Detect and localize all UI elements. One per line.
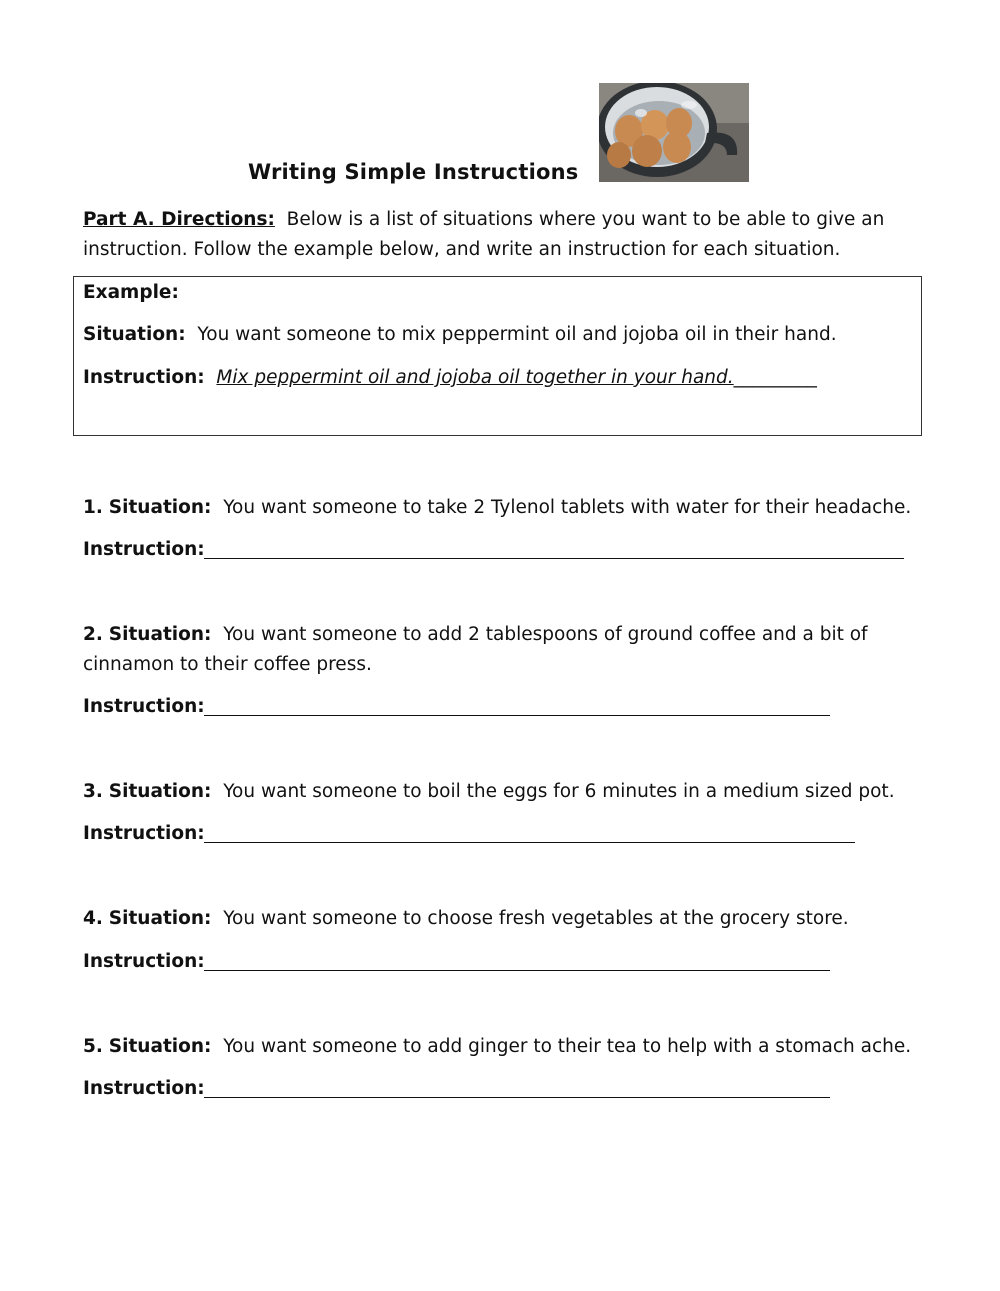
question-3-answer-blank[interactable] [204,842,855,843]
example-instruction [83,367,817,388]
question-4-instruction-label: Instruction: [83,951,205,972]
question-5-label: Situation: [108,1036,212,1057]
question-3-instruction-label: Instruction: [83,823,205,844]
question-5-situation [83,1032,933,1062]
question-5-answer-blank[interactable] [204,1097,830,1098]
question-4-number: 4. [83,908,103,929]
boiling-eggs-pot-photo [599,83,749,182]
question-1-instruction-label: Instruction: [83,539,205,560]
question-4-label: Situation: [108,908,212,929]
directions-paragraph [83,205,933,265]
question-1-text: You want someone to take 2 Tylenol tablets with water for their headache. [223,497,912,518]
example-situation-label: Situation: [83,324,186,345]
question-2-number: 2. [83,624,103,645]
question-3-text: You want someone to boil the eggs for 6 minutes in a medium sized pot. [223,781,895,802]
question-3-number: 3. [83,781,103,802]
question-2-answer-blank[interactable] [204,715,830,716]
question-5-number: 5. [83,1036,103,1057]
example-box [73,276,922,436]
example-heading: Example: [83,282,179,303]
page-title: Writing Simple Instructions [248,160,579,184]
example-situation [83,324,837,345]
question-1-label: Situation: [108,497,212,518]
question-4-answer-blank[interactable] [204,970,830,971]
example-situation-text: You want someone to mix peppermint oil and jojoba oil in their hand. [197,324,837,345]
question-4-situation [83,904,933,934]
example-instruction-label: Instruction: [83,367,205,388]
question-2-instruction-label: Instruction: [83,696,205,717]
question-3-label: Situation: [108,781,212,802]
question-3-situation [83,777,933,807]
example-instruction-answer: Mix peppermint oil and jojoba oil together in your hand. [216,367,734,388]
example-instruction-tail: _________ [733,367,817,388]
question-2-label: Situation: [108,624,212,645]
question-2-situation [83,620,933,680]
question-2-text: You want someone to add 2 tablespoons of ground coffee and a bit of cinnamon to their coffee press. [83,624,868,675]
question-4-text: You want someone to choose fresh vegetables at the grocery store. [223,908,849,929]
question-5-instruction-label: Instruction: [83,1078,205,1099]
directions-text: Below is a list of situations where you want to be able to give an instruction. Follow the example below, and write an instruction for each situation. [83,209,885,260]
question-1-answer-blank[interactable] [204,558,904,559]
question-1-situation [83,493,933,523]
directions-label: Part A. Directions: [83,209,275,230]
question-5-text: You want someone to add ginger to their tea to help with a stomach ache. [223,1036,912,1057]
question-1-number: 1. [83,497,103,518]
